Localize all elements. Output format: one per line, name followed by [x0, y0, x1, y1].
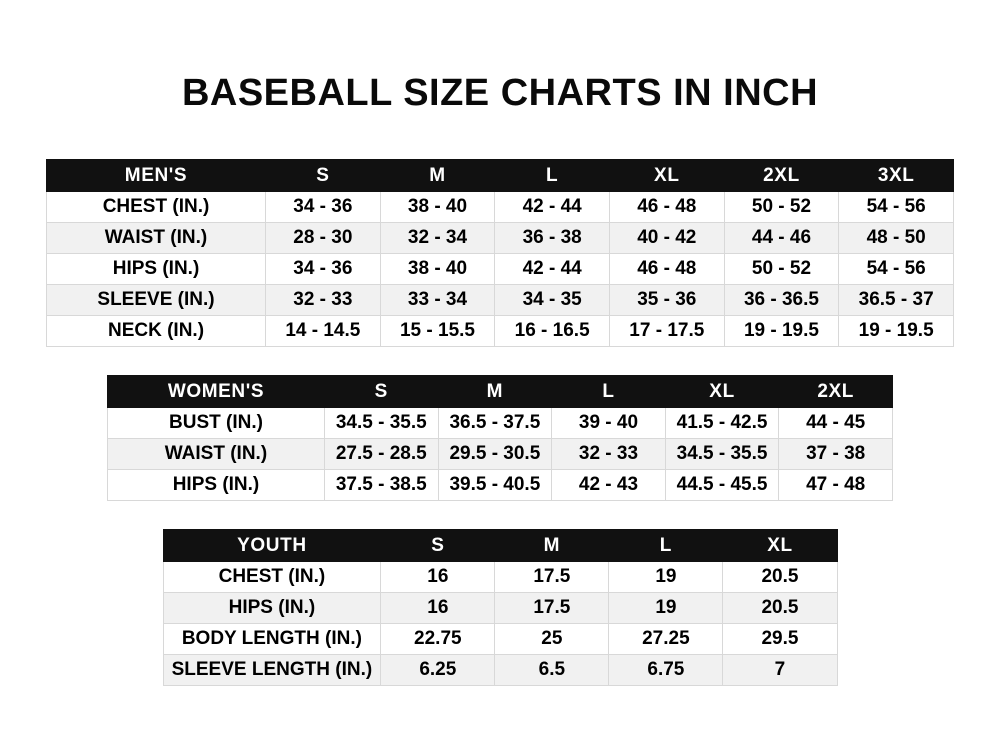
table-cell: 20.5 [723, 562, 837, 593]
table-row [47, 316, 954, 347]
row-label: SLEEVE LENGTH (IN.) [163, 655, 381, 686]
table-cell: 16 [381, 562, 495, 593]
table-cell: 36 - 38 [495, 223, 610, 254]
row-label: CHEST (IN.) [163, 562, 381, 593]
table-cell: 27.25 [609, 624, 723, 655]
table-cell: 15 - 15.5 [380, 316, 495, 347]
table-header-row [108, 376, 893, 408]
table-cell: 22.75 [381, 624, 495, 655]
table-row [47, 254, 954, 285]
table-cell: 47 - 48 [779, 470, 893, 501]
table-cell: 29.5 - 30.5 [438, 439, 552, 470]
row-label: HIPS (IN.) [163, 593, 381, 624]
table-cell: 42 - 44 [495, 192, 610, 223]
table-row [47, 285, 954, 316]
table-cell: 17 - 17.5 [609, 316, 724, 347]
column-header-m: M [438, 376, 552, 408]
table-cell: 19 - 19.5 [839, 316, 954, 347]
table-cell: 42 - 44 [495, 254, 610, 285]
row-label: BUST (IN.) [108, 408, 325, 439]
table-cell: 41.5 - 42.5 [665, 408, 779, 439]
column-header-xl: XL [609, 160, 724, 192]
column-header-s: S [381, 530, 495, 562]
table-cell: 36.5 - 37.5 [438, 408, 552, 439]
table-cell: 54 - 56 [839, 192, 954, 223]
table-cell: 38 - 40 [380, 254, 495, 285]
table-cell: 34 - 35 [495, 285, 610, 316]
column-header-m: M [380, 160, 495, 192]
table-cell: 50 - 52 [724, 254, 839, 285]
table-cell: 34 - 36 [266, 192, 381, 223]
table-cell: 46 - 48 [609, 254, 724, 285]
table-row [47, 192, 954, 223]
mens-size-table [46, 159, 954, 347]
table-cell: 17.5 [495, 593, 609, 624]
table-cell: 32 - 33 [266, 285, 381, 316]
column-header-xl: XL [665, 376, 779, 408]
column-header-xl: XL [723, 530, 837, 562]
table-cell: 40 - 42 [609, 223, 724, 254]
table-cell: 44.5 - 45.5 [665, 470, 779, 501]
table-cell: 6.25 [381, 655, 495, 686]
table-cell: 20.5 [723, 593, 837, 624]
column-header-s: S [324, 376, 438, 408]
youth-size-table [163, 529, 838, 686]
table-cell: 50 - 52 [724, 192, 839, 223]
table-row [108, 408, 893, 439]
table-cell: 14 - 14.5 [266, 316, 381, 347]
row-label: SLEEVE (IN.) [47, 285, 266, 316]
size-tables-container [0, 159, 1000, 686]
row-label: HIPS (IN.) [108, 470, 325, 501]
table-category-label: WOMEN'S [108, 376, 325, 408]
table-cell: 19 - 19.5 [724, 316, 839, 347]
column-header-2xl: 2XL [779, 376, 893, 408]
table-cell: 32 - 33 [552, 439, 666, 470]
table-header-row [47, 160, 954, 192]
row-label: WAIST (IN.) [108, 439, 325, 470]
table-row [108, 470, 893, 501]
column-header-2xl: 2XL [724, 160, 839, 192]
table-row [163, 655, 837, 686]
table-cell: 42 - 43 [552, 470, 666, 501]
table-cell: 6.75 [609, 655, 723, 686]
row-label: CHEST (IN.) [47, 192, 266, 223]
table-cell: 32 - 34 [380, 223, 495, 254]
table-cell: 35 - 36 [609, 285, 724, 316]
table-category-label: YOUTH [163, 530, 381, 562]
table-cell: 16 - 16.5 [495, 316, 610, 347]
table-cell: 16 [381, 593, 495, 624]
table-cell: 34.5 - 35.5 [324, 408, 438, 439]
table-cell: 25 [495, 624, 609, 655]
column-header-m: M [495, 530, 609, 562]
table-cell: 7 [723, 655, 837, 686]
table-cell: 19 [609, 562, 723, 593]
table-row [163, 593, 837, 624]
column-header-l: L [609, 530, 723, 562]
column-header-l: L [495, 160, 610, 192]
table-cell: 19 [609, 593, 723, 624]
table-cell: 36.5 - 37 [839, 285, 954, 316]
table-cell: 54 - 56 [839, 254, 954, 285]
row-label: HIPS (IN.) [47, 254, 266, 285]
table-header-row [163, 530, 837, 562]
row-label: WAIST (IN.) [47, 223, 266, 254]
table-cell: 6.5 [495, 655, 609, 686]
table-row [163, 624, 837, 655]
table-cell: 27.5 - 28.5 [324, 439, 438, 470]
table-cell: 28 - 30 [266, 223, 381, 254]
table-cell: 48 - 50 [839, 223, 954, 254]
row-label: NECK (IN.) [47, 316, 266, 347]
table-cell: 34.5 - 35.5 [665, 439, 779, 470]
table-cell: 37.5 - 38.5 [324, 470, 438, 501]
column-header-s: S [266, 160, 381, 192]
table-cell: 39 - 40 [552, 408, 666, 439]
table-cell: 29.5 [723, 624, 837, 655]
table-row [47, 223, 954, 254]
table-cell: 33 - 34 [380, 285, 495, 316]
column-header-3xl: 3XL [839, 160, 954, 192]
table-cell: 46 - 48 [609, 192, 724, 223]
table-category-label: MEN'S [47, 160, 266, 192]
table-cell: 36 - 36.5 [724, 285, 839, 316]
table-cell: 34 - 36 [266, 254, 381, 285]
womens-size-table [107, 375, 893, 501]
table-cell: 39.5 - 40.5 [438, 470, 552, 501]
table-row [108, 439, 893, 470]
table-cell: 37 - 38 [779, 439, 893, 470]
table-row [163, 562, 837, 593]
row-label: BODY LENGTH (IN.) [163, 624, 381, 655]
page-title: BASEBALL SIZE CHARTS IN INCH [181, 72, 819, 114]
table-cell: 38 - 40 [380, 192, 495, 223]
column-header-l: L [552, 376, 666, 408]
table-cell: 17.5 [495, 562, 609, 593]
table-cell: 44 - 46 [724, 223, 839, 254]
table-cell: 44 - 45 [779, 408, 893, 439]
